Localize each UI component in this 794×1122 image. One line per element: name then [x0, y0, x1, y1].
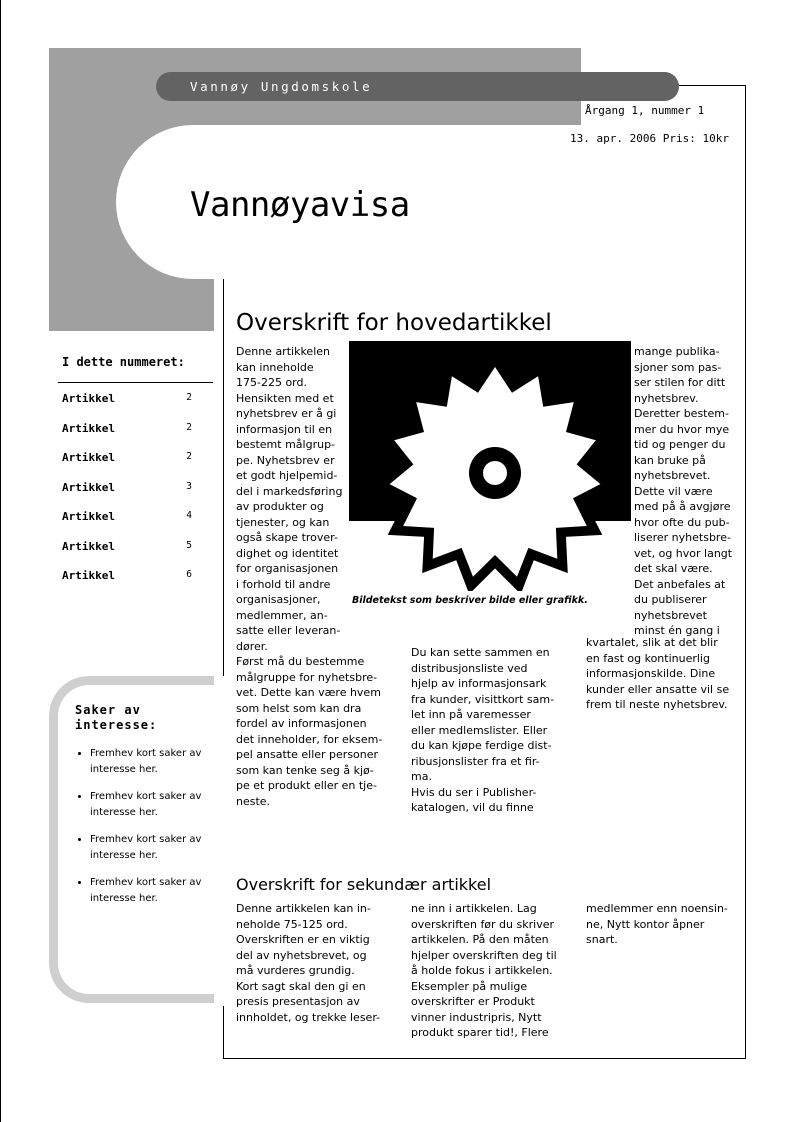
text-line: medlemmer enn noensin-: [586, 902, 728, 915]
text-line: nyhetsbrevet: [634, 608, 707, 622]
text-line: som helst som kan dra: [236, 701, 362, 715]
text-line: Hvis du ser i Publisher-: [411, 785, 537, 799]
toc-item-page: 3: [186, 481, 192, 492]
text-line: informasjon til en: [236, 422, 333, 436]
text-line: medlemmer, an-: [236, 608, 328, 622]
toc-item-page: 2: [186, 451, 192, 462]
text-line: neste.: [236, 794, 271, 808]
text-line: katalogen, vil du finne: [411, 801, 534, 814]
toc-item[interactable]: [62, 392, 192, 408]
text-line: informasjonskilde. Dine: [586, 667, 716, 680]
text-line: Overskriften er en viktig: [236, 933, 370, 946]
text-line: fra kunder, visittkort sam-: [411, 692, 555, 706]
toc-item[interactable]: [62, 451, 192, 467]
school-name: Vannøy Ungdomskole: [190, 79, 373, 94]
toc-item-label: Artikkel: [62, 569, 115, 582]
text-line: Denne artikkelen kan in-: [236, 902, 371, 915]
text-line: må vurderes grundig.: [236, 964, 355, 977]
issue-number: Årgang 1, nummer 1: [585, 104, 705, 117]
text-line: i forhold til andre: [236, 577, 331, 591]
text-line: kvartalet, slik at det blir: [586, 636, 718, 649]
text-line: det skal være.: [634, 562, 713, 575]
second-article-headline: Overskrift for sekundær artikkel: [236, 875, 492, 894]
text-line: nyhetsbrev.: [634, 391, 699, 405]
toc-item[interactable]: [62, 569, 192, 585]
text-line: Denne artikkelen: [236, 345, 330, 358]
toc-item[interactable]: [62, 422, 192, 438]
text-line: eller medlemslister. Eller: [411, 723, 548, 737]
text-line: overskrifter er Produkt: [411, 995, 535, 1008]
text-line: også skape trover-: [236, 531, 338, 544]
sidebar-list-item: • Fremhev kort saker av interesse her.: [90, 832, 214, 863]
text-line: som kan tenke seg å kjø-: [236, 763, 374, 777]
sun-gear-graphic: [349, 341, 631, 591]
text-line: snart.: [586, 933, 618, 946]
text-line: kan bruke på: [634, 453, 706, 467]
text-line: overskriften før du skriver: [411, 917, 554, 931]
text-line: ribusjonslister fra et fir-: [411, 754, 540, 768]
text-line: let inn på varemesser: [411, 708, 531, 721]
toc-item-label: Artikkel: [62, 392, 115, 405]
main-article-column-3-bottom: [586, 635, 744, 713]
text-line: satte eller leveran-: [236, 624, 341, 637]
text-line: presis presentasjon av: [236, 995, 360, 1008]
text-line: dighet og identitet: [236, 546, 339, 560]
toc-divider: [58, 382, 213, 383]
main-article-column-2: [411, 645, 571, 816]
toc-item[interactable]: [62, 510, 192, 526]
image-caption: Bildetekst som beskriver bilde eller grafikk.: [352, 595, 588, 606]
text-line: ne, Nytt kontor åpner: [586, 917, 705, 931]
toc-item-page: 5: [186, 540, 192, 551]
text-line: produkt sparer tid!, Flere: [411, 1026, 549, 1039]
second-article-column-1: [236, 901, 396, 1025]
text-line: tid og penger du: [634, 438, 726, 451]
toc-heading: I dette nummeret:: [62, 355, 185, 369]
second-article-column-2: [411, 901, 571, 1041]
text-line: et godt hjelpemid-: [236, 469, 338, 482]
text-line: hvor ofte du pub-: [634, 515, 730, 529]
text-line: frem til neste nyhetsbrev.: [586, 698, 728, 711]
text-line: sjoner som pas-: [634, 360, 722, 374]
text-line: kunder eller ansatte vil se: [586, 682, 730, 696]
text-line: Eksempler på mulige: [411, 979, 528, 993]
text-line: Hensikten med et: [236, 391, 334, 405]
toc-item[interactable]: [62, 481, 192, 497]
toc-item-page: 2: [186, 392, 192, 403]
text-line: del av nyhetsbrevet, og: [236, 948, 367, 962]
text-line: innholdet, og trekke leser-: [236, 1010, 381, 1024]
text-line: kan inneholde: [236, 360, 314, 374]
text-line: mer du hvor mye: [634, 422, 730, 436]
text-line: ne inn i artikkelen. Lag: [411, 902, 537, 915]
text-line: med på å avgjøre: [634, 500, 731, 513]
text-line: målgruppe for nyhetsbre-: [236, 670, 378, 684]
text-line: ser stilen for ditt: [634, 376, 726, 389]
toc-item-page: 4: [186, 510, 192, 521]
issue-date-price: 13. apr. 2006 Pris: 10kr: [570, 132, 729, 145]
toc-item-label: Artikkel: [62, 481, 115, 494]
text-line: å holde fokus i artikkelen.: [411, 964, 553, 977]
main-article-column-3-top: [634, 344, 744, 639]
text-line: ma.: [411, 770, 432, 783]
text-line: en fast og kontinuerlig: [586, 651, 710, 665]
text-line: neholde 75-125 ord.: [236, 917, 348, 931]
text-line: distribusjonsliste ved: [411, 661, 528, 675]
text-line: pe et produkt eller en tje-: [236, 779, 377, 792]
text-line: Det anbefales at: [634, 577, 726, 591]
text-line: tjenester, og kan: [236, 515, 330, 529]
newsletter-title: Vannøyavisa: [190, 185, 410, 225]
text-line: du kan kjøpe ferdige dist-: [411, 739, 552, 752]
main-article-column-1-bottom: [236, 654, 396, 809]
text-line: vinner industripris, Nytt: [411, 1010, 542, 1024]
text-line: vet, og hvor langt: [634, 546, 733, 560]
text-line: minst én gang i: [634, 624, 720, 637]
text-line: artikkelen. På den måten: [411, 933, 549, 946]
toc-item-label: Artikkel: [62, 422, 115, 435]
text-line: du publiserer: [634, 593, 707, 606]
toc-item-label: Artikkel: [62, 510, 115, 523]
text-line: det inneholder, for eksem-: [236, 732, 383, 746]
toc-item[interactable]: [62, 540, 192, 556]
text-line: del i markedsføring: [236, 484, 343, 498]
text-line: fordel av informasjonen: [236, 717, 367, 730]
text-line: Kort sagt skal den gi en: [236, 979, 366, 993]
text-line: mange publika-: [634, 345, 720, 358]
sidebar-list-item: • Fremhev kort saker av interesse her.: [90, 875, 214, 906]
text-line: Dette vil være: [634, 484, 713, 498]
text-line: hjelp av informasjonsark: [411, 677, 547, 690]
text-line: Først må du bestemme: [236, 655, 365, 668]
text-line: vet. Dette kan være hvem: [236, 686, 381, 699]
text-line: av produkter og: [236, 500, 324, 513]
text-line: hjelper overskriften deg til: [411, 948, 557, 962]
text-line: Deretter bestem-: [634, 407, 729, 420]
sidebar-list: [62, 746, 214, 918]
toc-item-page: 6: [186, 569, 192, 580]
text-line: nyhetsbrevet.: [634, 469, 711, 482]
toc-item-page: 2: [186, 422, 192, 433]
toc-item-label: Artikkel: [62, 540, 115, 553]
toc-item-label: Artikkel: [62, 451, 115, 464]
second-article-column-3: [586, 901, 744, 948]
text-line: dører.: [236, 639, 268, 653]
text-line: for organisasjonen: [236, 562, 339, 575]
text-line: Du kan sette sammen en: [411, 646, 550, 659]
text-line: 175-225 ord.: [236, 376, 307, 389]
main-article-column-1-top: [236, 344, 348, 654]
text-line: organisasjoner,: [236, 593, 321, 606]
text-line: pel ansatte eller personer: [236, 748, 379, 761]
text-line: liserer nyhetsbre-: [634, 531, 731, 544]
page-left-edge: [0, 0, 1, 1122]
text-line: bestemt målgrup-: [236, 438, 336, 451]
sidebar-heading: Saker av interesse:: [75, 703, 158, 732]
sidebar-list-item: • Fremhev kort saker av interesse her.: [90, 789, 214, 820]
text-line: pe. Nyhetsbrev er: [236, 453, 335, 467]
main-article-headline: Overskrift for hovedartikkel: [236, 310, 552, 336]
sidebar-list-item: • Fremhev kort saker av interesse her.: [90, 746, 214, 777]
text-line: nyhetsbrev er å gi: [236, 407, 337, 420]
